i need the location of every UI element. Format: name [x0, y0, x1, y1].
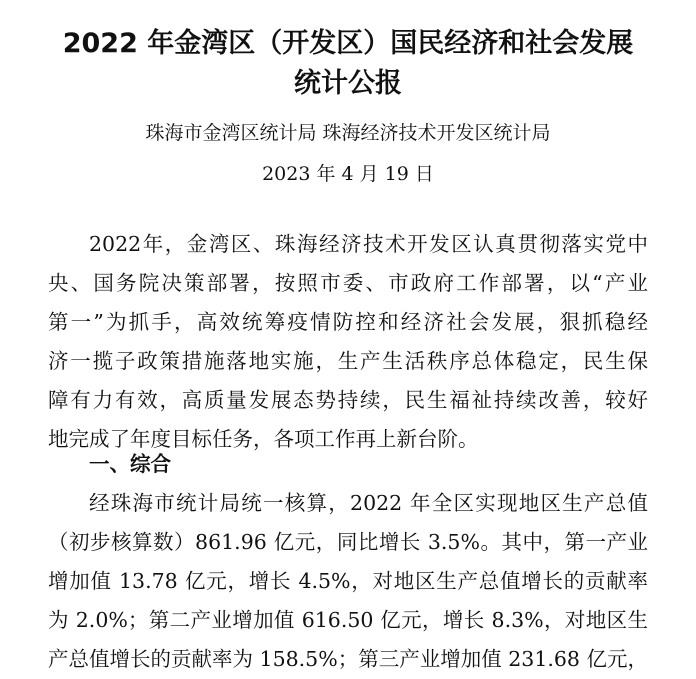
document-title-line-1: 2022 年金湾区（开发区）国民经济和社会发展 [62, 28, 634, 59]
section-heading: 一、综合 [89, 452, 171, 476]
issuing-organizations: 珠海市金湾区统计局 珠海经济技术开发区统计局 [145, 122, 551, 144]
paragraph-line: 经珠海市统计局统一核算，2022 年全区实现地区生产总值 [89, 491, 648, 515]
document-title-line-2: 统计公报 [294, 68, 402, 99]
section-paragraph [48, 484, 648, 679]
paragraph-line: 增加值 13.78 亿元，增长 4.5%，对地区生产总值增长的贡献率 [48, 569, 648, 593]
publication-date: 2023 年 4 月 19 日 [262, 163, 434, 185]
paragraph-line: 2022年，金湾区、珠海经济技术开发区认真贯彻落实党中 [89, 232, 648, 256]
paragraph-line: 央、国务院决策部署，按照市委、市政府工作部署，以“产业 [48, 271, 648, 295]
paragraph-line: 为 2.0%；第二产业增加值 616.50 亿元，增长 8.3%，对地区生 [48, 608, 648, 632]
paragraph-line: 产总值增长的贡献率为 158.5%；第三产业增加值 231.68 亿元， [48, 647, 648, 671]
paragraph-line: 障有力有效，高质量发展态势持续，民生福祉持续改善，较好 [48, 388, 648, 412]
intro-paragraph [48, 225, 648, 459]
paragraph-line: （初步核算数）861.96 亿元，同比增长 3.5%。其中，第一产业 [48, 530, 648, 554]
paragraph-line: 地完成了年度目标任务，各项工作再上新台阶。 [48, 427, 479, 451]
paragraph-line: 济一揽子政策措施落地实施，生产生活秩序总体稳定，民生保 [48, 349, 648, 373]
paragraph-line: 第一”为抓手，高效统筹疫情防控和经济社会发展，狠抓稳经 [48, 310, 648, 334]
